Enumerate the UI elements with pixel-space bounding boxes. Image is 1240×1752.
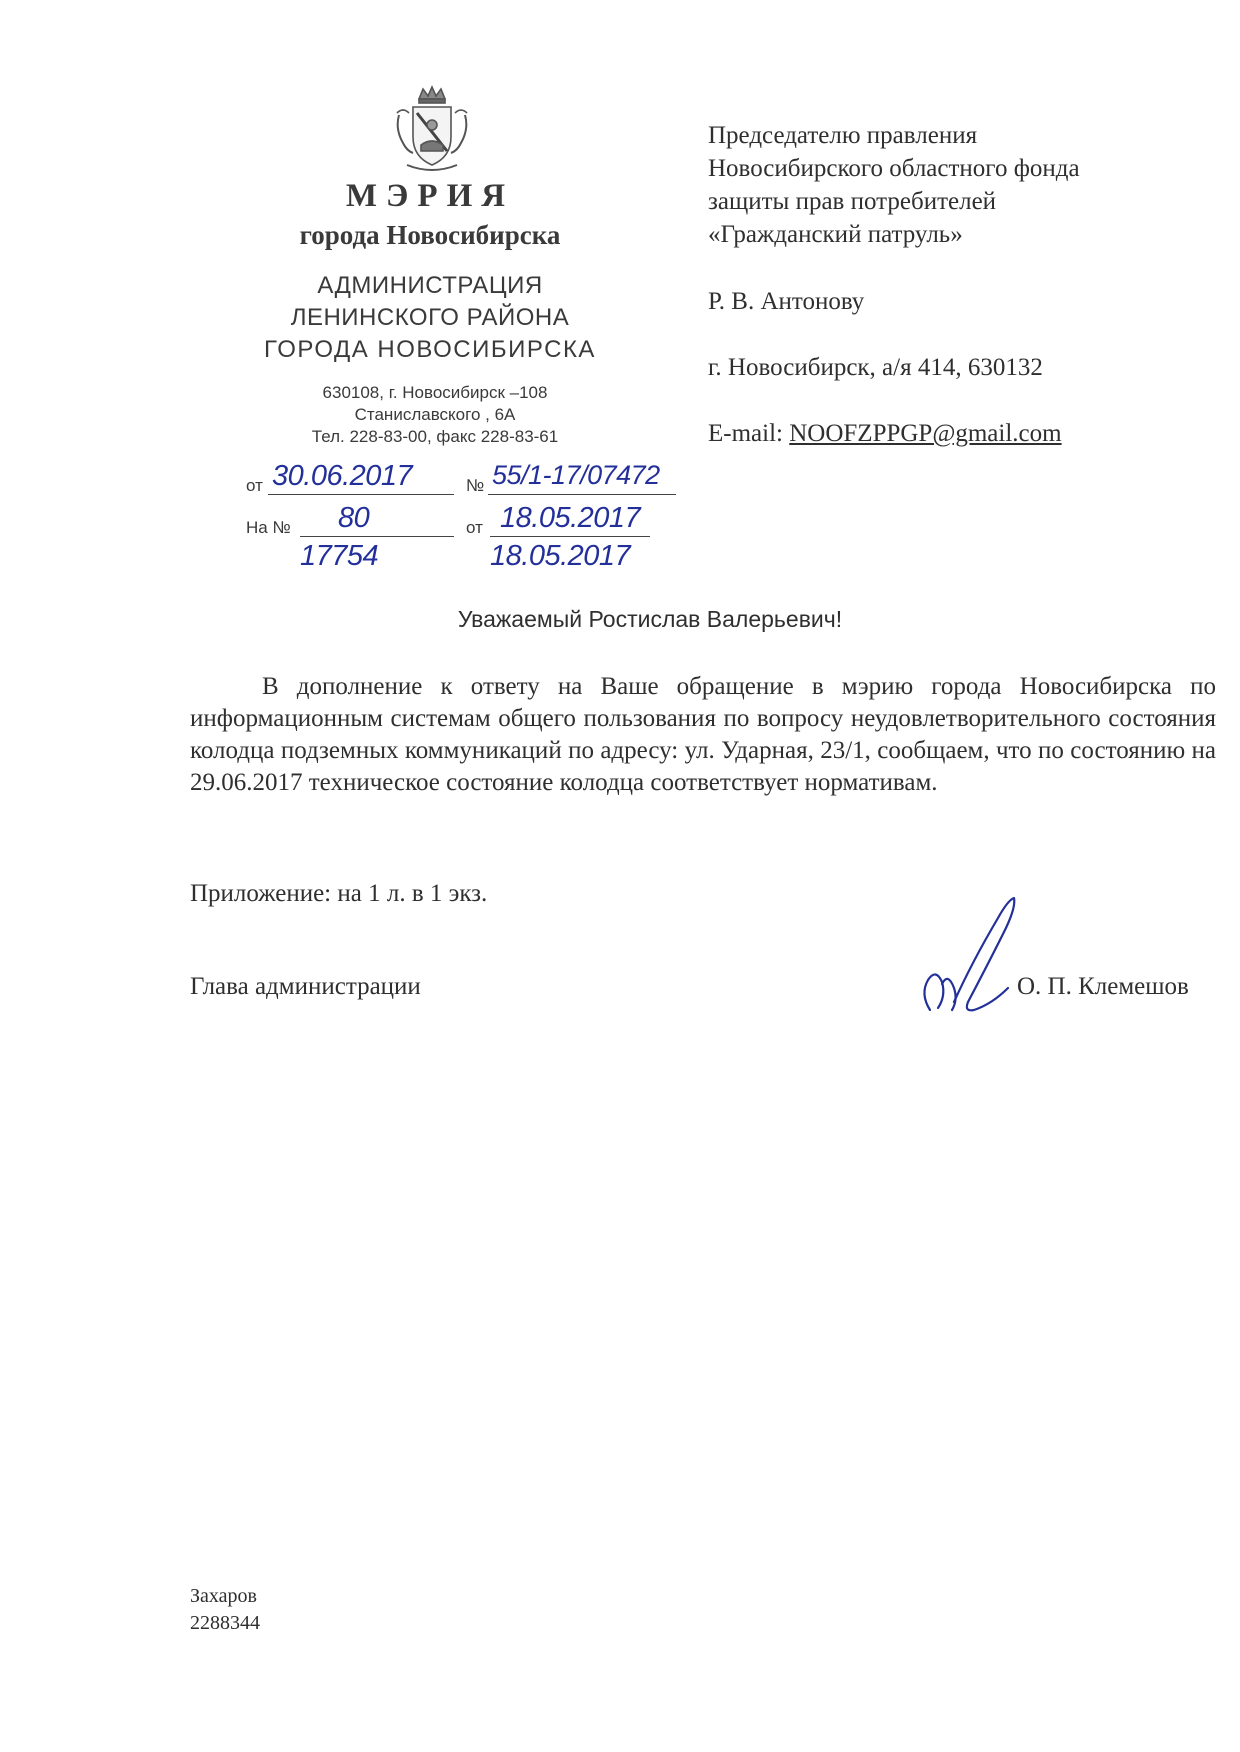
mayoralty-title: МЭРИЯ: [345, 178, 515, 214]
executor-name: Захаров: [190, 1585, 257, 1607]
addressee-line-4: «Гражданский патруль»: [708, 221, 963, 248]
addressee-line-2: Новосибирского областного фонда: [708, 155, 1080, 182]
outgoing-date: 30.06.2017: [272, 460, 413, 492]
mayoralty-city: города Новосибирска: [299, 220, 561, 250]
letterhead-phone-fax: Тел. 228-83-00, факс 228-83-61: [311, 427, 559, 446]
outgoing-number: 55/1-17/07472: [492, 460, 660, 490]
addressee-line-3: защиты прав потребителей: [708, 188, 997, 215]
admin-line-3: ГОРОДА НОВОСИБИРСКА: [264, 336, 596, 363]
coat-of-arms-icon: [393, 85, 471, 173]
in-reply-date-underline: [490, 536, 650, 537]
signer-name: О. П. Клемешов: [1017, 973, 1189, 1000]
admin-line-2: ЛЕНИНСКОГО РАЙОНА: [290, 304, 570, 331]
in-reply-date-2: 18.05.2017: [490, 540, 631, 572]
date-label: от: [246, 476, 263, 495]
number-label: №: [466, 476, 485, 495]
salutation: Уважаемый Ростислав Валерьевич!: [457, 606, 843, 632]
in-reply-date: 18.05.2017: [500, 502, 641, 534]
admin-line-1: АДМИНИСТРАЦИЯ: [317, 272, 543, 299]
in-reply-label: На №: [246, 518, 291, 537]
in-reply-date-label: от: [466, 518, 483, 537]
email-label: E-mail:: [708, 420, 790, 447]
email-link[interactable]: NOOFZPPGP@gmail.com: [789, 420, 1062, 447]
signature-icon: [912, 892, 1042, 1022]
addressee-email-row: [708, 420, 1062, 448]
letterhead-address-1: 630108, г. Новосибирск –108: [322, 383, 548, 402]
in-reply-underline: [300, 536, 454, 537]
executor-phone: 2288344: [190, 1612, 260, 1634]
in-reply-number: 80: [338, 502, 370, 534]
addressee-postal: г. Новосибирск, а/я 414, 630132: [708, 354, 1043, 381]
in-reply-number-2: 17754: [300, 540, 379, 572]
letterhead-address-2: Станиславского , 6А: [354, 405, 516, 424]
date-underline: [268, 494, 454, 495]
signer-title: Глава администрации: [190, 973, 421, 1000]
addressee-line-1: Председателю правления: [708, 122, 978, 149]
letter-body: В дополнение к ответу на Ваше обращение в мэрию города Новосибирска по информационным системам общего пользования по вопросу неудовлетворительного состояния колодца подземных коммуникаций по адресу: ул. Ударная, 23/1, сообщаем, что по состоянию на 29.06.2017 техническое состояние колодца соответствует нормативам.: [190, 673, 1216, 796]
attachment-note: Приложение: на 1 л. в 1 экз.: [190, 880, 488, 907]
number-underline: [488, 494, 676, 495]
addressee-name: Р. В. Антонову: [708, 288, 865, 315]
